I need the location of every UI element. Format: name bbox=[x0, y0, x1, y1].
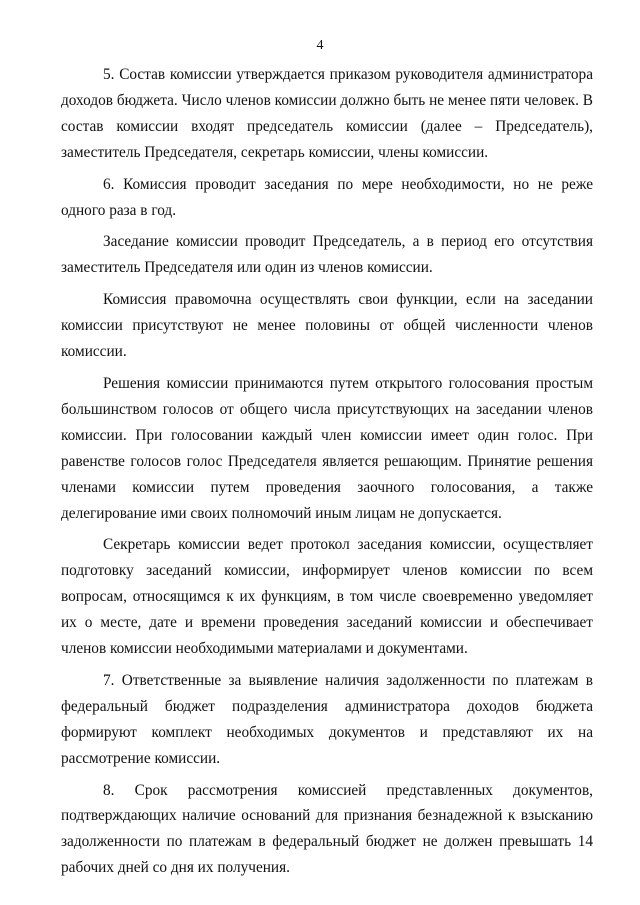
paragraph-item-7-responsible-units: 7. Ответственные за выявление наличия задолженности по платежам в федеральный бюджет подразделения администратора доходов бюджета формируют комплект необходимых документов и представляют их на рассмотрение комиссии. bbox=[61, 671, 593, 767]
paragraph-secretary-duties: Секретарь комиссии ведет протокол заседания комиссии, осуществляет подготовку заседаний комиссии, информирует членов комиссии по всем вопросам, относящимся к их функциям, в том числе своевременно уведомляет их о месте, дате и времени проведения заседаний комиссии и обеспечивает членов комиссии необходимыми материалами и документами. bbox=[61, 536, 593, 658]
paragraph-item-5-commission-composition: 5. Состав комиссии утверждается приказом руководителя администратора доходов бюджета. Число членов комиссии должно быть не менее пяти человек. В состав комиссии входят председатель комиссии (далее – Председатель), заместитель Председателя, секретарь комиссии, члены комиссии. bbox=[61, 66, 593, 161]
paragraph-voting-rules: Решения комиссии принимаются путем открытого голосования простым большинством голосов от общего числа присутствующих на заседании членов комиссии. При голосовании каждый член комиссии имеет один голос. При равенстве голосов голос Председателя является решающим. Принятие решения членами комиссии путем проведения заочного голосования, а также делегирование ими своих полномочий иным лицам не допускается. bbox=[61, 374, 593, 522]
paragraph-item-6-meeting-frequency: 6. Комиссия проводит заседания по мере необходимости, но не реже одного раза в год. bbox=[61, 175, 593, 219]
paragraph-quorum: Комиссия правомочна осуществлять свои функции, если на заседании комиссии присутствуют не менее половины от общей численности членов комиссии. bbox=[61, 291, 593, 361]
page-number: 4 bbox=[316, 38, 324, 53]
document-body bbox=[61, 62, 593, 887]
paragraph-meeting-chair: Заседание комиссии проводит Председатель, а в период его отсутствия заместитель Председателя или один из членов комиссии. bbox=[61, 233, 593, 277]
paragraph-item-8-review-deadline: 8. Срок рассмотрения комиссией представленных документов, подтверждающих наличие оснований для признания безнадежной к взысканию задолженности по платежам в федеральный бюджет не должен превышать 14 рабочих дней со дня их получения. bbox=[61, 781, 593, 877]
